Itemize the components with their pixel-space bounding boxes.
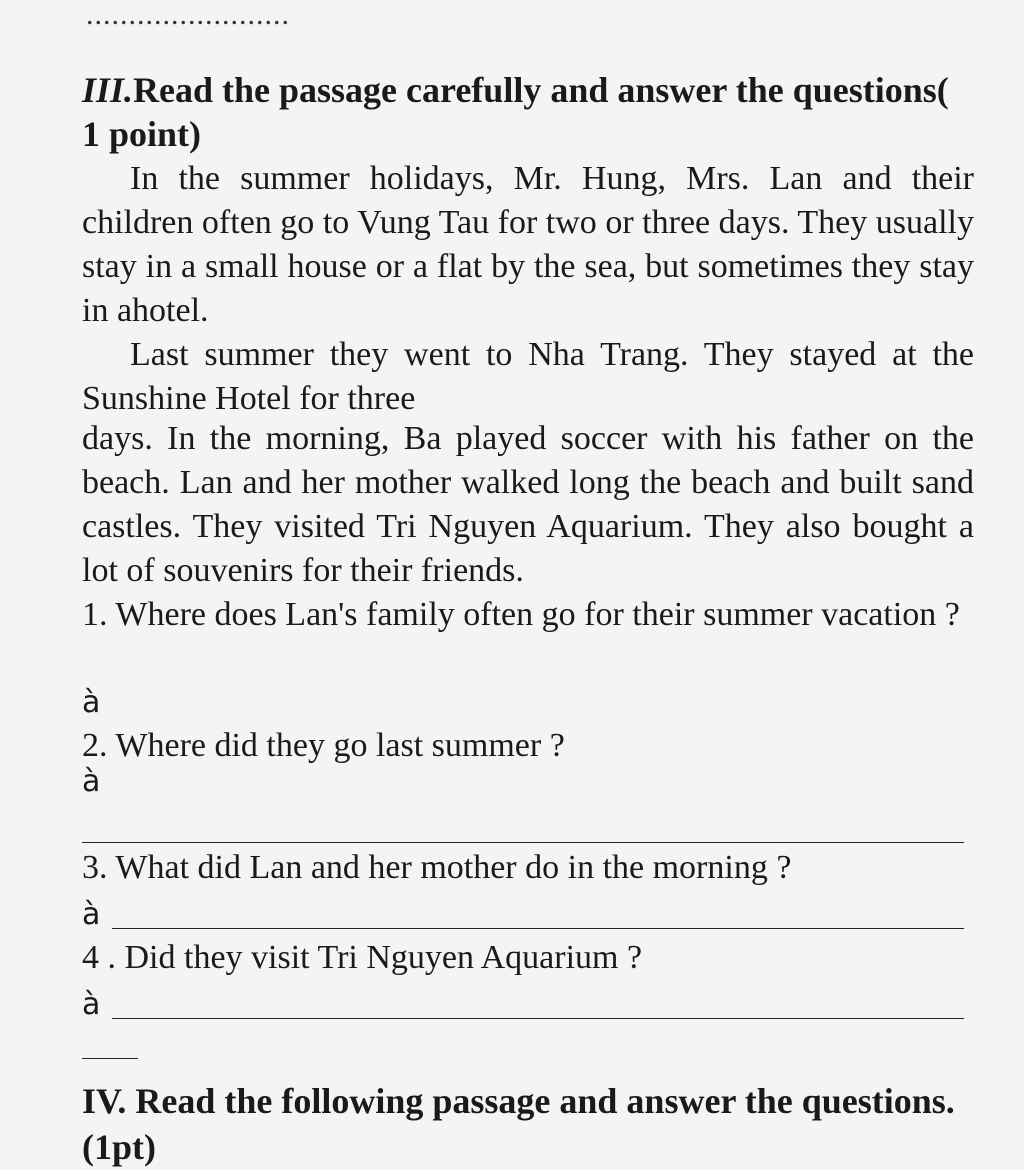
answer-marker-2: à <box>82 764 101 799</box>
dotted-line: ........................ <box>86 0 290 31</box>
answer-marker-1: à <box>82 685 101 720</box>
passage-paragraph-2-start-text: Last summer they went to Nha Trang. They stayed at the Sunshine Hotel for three <box>82 336 974 417</box>
section-4-title: IV. Read the following passage and answer the questions. <box>82 1081 955 1121</box>
section-3-title: Read the passage carefully and answer the questions( 1 point) <box>82 70 949 154</box>
passage-paragraph-2-end: days. In the morning, Ba played soccer with his father on the beach. Lan and her mother walked long the beach and built sand castles. They visited Tri Nguyen Aquarium. They also bought a lot of souvenirs for their friends. <box>82 420 974 589</box>
section-3-number: III. <box>82 70 134 110</box>
question-2: 2. Where did they go last summer ? <box>82 727 565 764</box>
passage-paragraph-1-text: In the summer holidays, Mr. Hung, Mrs. Lan and their children often go to Vung Tau for two or three days. They usually stay in a small house or a flat by the sea, but sometimes they stay in ahotel. <box>82 160 974 329</box>
answer-line-3[interactable] <box>112 928 964 929</box>
question-1: 1. Where does Lan's family often go for their summer vacation ? <box>82 596 960 633</box>
section-3-heading <box>82 68 974 156</box>
answer-marker-4: à <box>82 987 101 1022</box>
section-4-heading <box>82 1078 974 1170</box>
passage-paragraph-1 <box>82 157 974 333</box>
passage-paragraph-2-start <box>82 333 974 421</box>
answer-line-4-continuation <box>82 1058 138 1059</box>
answer-line-4[interactable] <box>112 1018 964 1019</box>
question-3: 3. What did Lan and her mother do in the morning ? <box>82 849 792 886</box>
section-4-points: (1pt) <box>82 1127 156 1167</box>
answer-marker-3: à <box>82 897 101 932</box>
answer-line-2[interactable] <box>82 842 964 843</box>
question-4: 4 . Did they visit Tri Nguyen Aquarium ? <box>82 939 643 976</box>
